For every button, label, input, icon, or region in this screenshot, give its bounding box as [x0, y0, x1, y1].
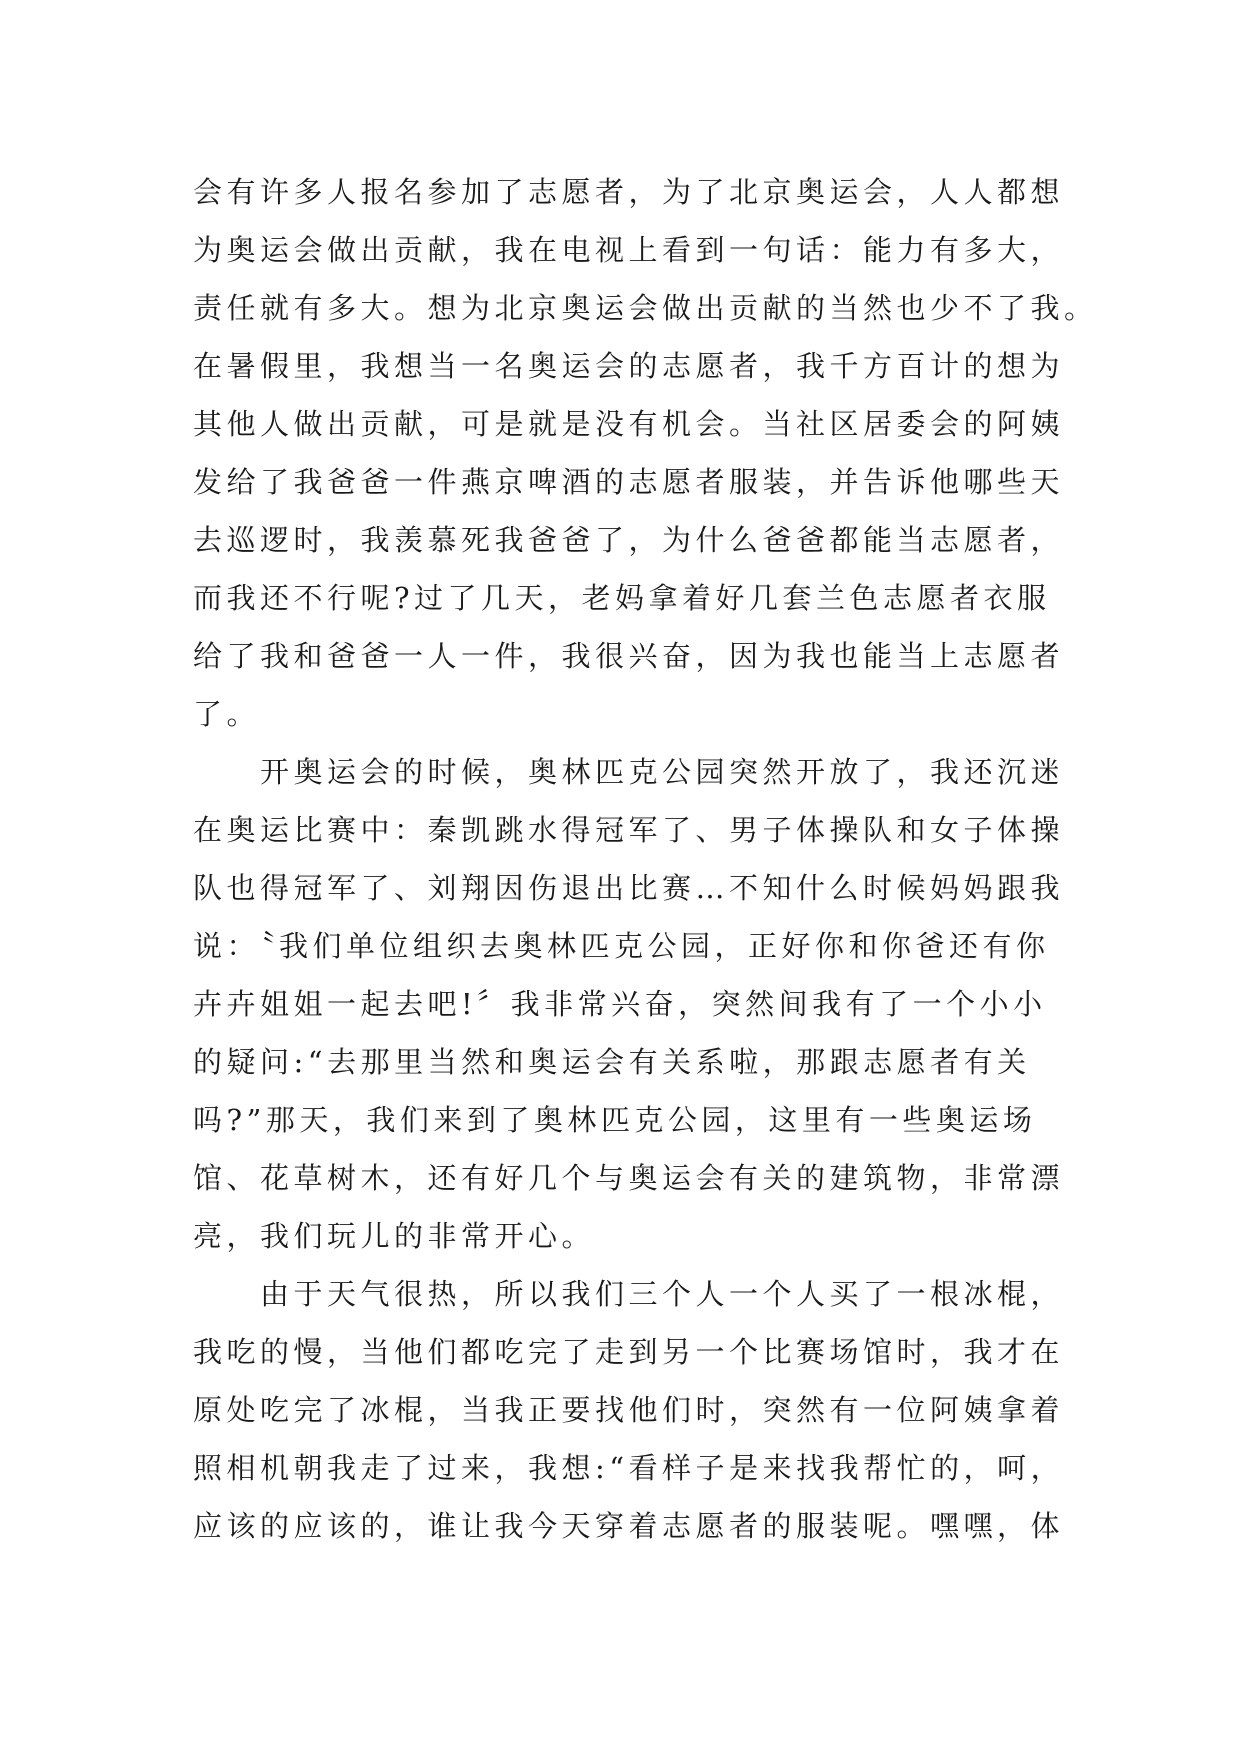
text-line: 的疑问:“去那里当然和奥运会有关系啦，那跟志愿者有关	[193, 1045, 1031, 1079]
text-line: 开奥运会的时候，奥林匹克公园突然开放了，我还沉迷	[193, 755, 1065, 789]
text-line: 会有许多人报名参加了志愿者，为了北京奥运会，人人都想	[193, 175, 1065, 209]
text-line: 队也得冠军了、刘翔因伤退出比赛…不知什么时候妈妈跟我	[193, 871, 1065, 905]
text-line: 亮，我们玩儿的非常开心。	[193, 1219, 596, 1253]
text-line: 吗?”那天，我们来到了奥林匹克公园，这里有一些奥运场	[193, 1103, 1037, 1137]
text-line: 照相机朝我走了过来，我想:“看样子是来找我帮忙的，呵，	[193, 1451, 1065, 1485]
text-line: 责任就有多大。想为北京奥运会做出贡献的当然也少不了我。	[193, 291, 1098, 325]
text-line: 而我还不行呢?过了几天，老妈拿着好几套兰色志愿者衣服	[193, 581, 1051, 615]
text-line: 在奥运比赛中：秦凯跳水得冠军了、男子体操队和女子体操	[193, 813, 1065, 847]
text-line: 应该的应该的，谁让我今天穿着志愿者的服装呢。嘿嘿，体	[193, 1509, 1065, 1543]
text-line: 其他人做出贡献，可是就是没有机会。当社区居委会的阿姨	[193, 407, 1065, 441]
body-text	[193, 163, 1098, 1555]
text-line: 为奥运会做出贡献，我在电视上看到一句话：能力有多大，	[193, 233, 1065, 267]
text-line: 发给了我爸爸一件燕京啤酒的志愿者服装，并告诉他哪些天	[193, 465, 1065, 499]
text-line: 了。	[193, 697, 261, 731]
text-line: 馆、花草树木，还有好几个与奥运会有关的建筑物，非常漂	[193, 1161, 1065, 1195]
text-line: 卉卉姐姐一起去吧!〞我非常兴奋，突然间我有了一个小小	[193, 987, 1047, 1021]
text-line: 说：〝我们单位组织去奥林匹克公园，正好你和你爸还有你	[193, 929, 1050, 963]
text-line: 原处吃完了冰棍，当我正要找他们时，突然有一位阿姨拿着	[193, 1393, 1065, 1427]
text-line: 我吃的慢，当他们都吃完了走到另一个比赛场馆时，我才在	[193, 1335, 1065, 1369]
text-line: 去巡逻时，我羡慕死我爸爸了，为什么爸爸都能当志愿者，	[193, 523, 1065, 557]
text-line: 在暑假里，我想当一名奥运会的志愿者，我千方百计的想为	[193, 349, 1065, 383]
text-line: 由于天气很热，所以我们三个人一个人买了一根冰棍，	[193, 1277, 1065, 1311]
text-line: 给了我和爸爸一人一件，我很兴奋，因为我也能当上志愿者	[193, 639, 1065, 673]
